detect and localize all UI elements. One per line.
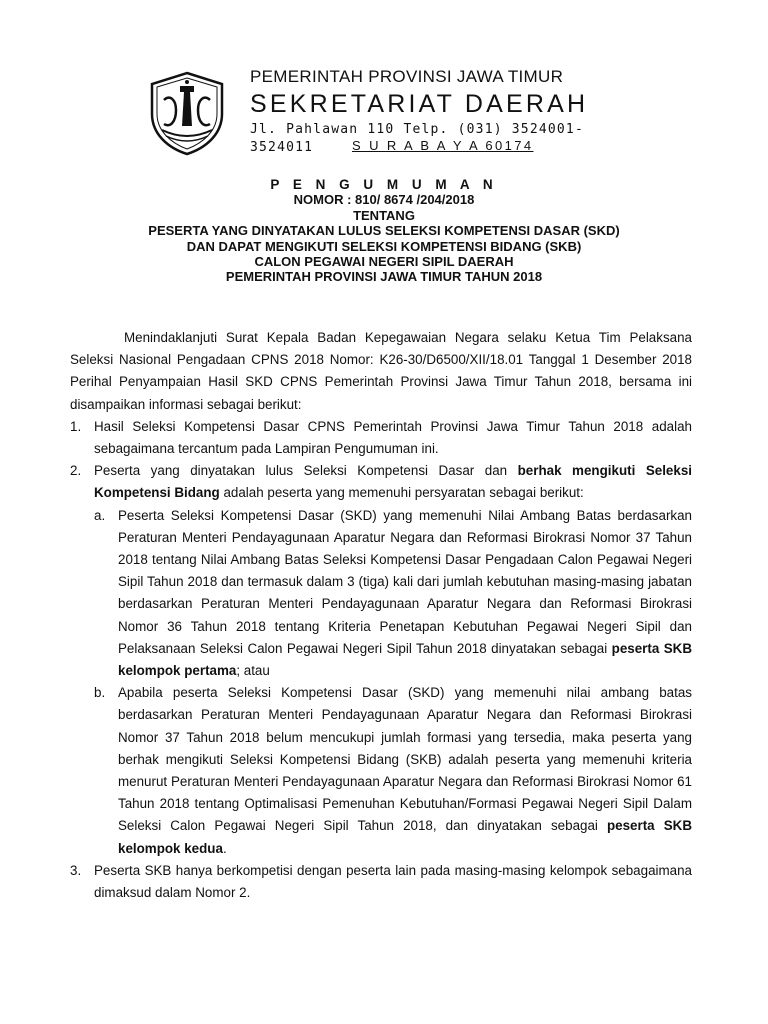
letterhead-office: SEKRETARIAT DAERAH [250, 90, 589, 118]
list-item-number: 3. [70, 862, 82, 878]
list-item-emphasis: berhak mengikuti Seleksi Kompetensi Bidang [94, 463, 692, 501]
sub-list-item-text: Peserta Seleksi Kompetensi Dasar (SKD) yang memenuhi Nilai Ambang Batas berdasarkan Peraturan Menteri Pendayagunaan Aparatur Negara dan Reformasi Birokrasi Nomor 37 Tahun 2018 tentang Nilai Ambang Batas Seleksi Kompetensi Dasar Pengadaan Calon Pegawai Negeri Sipil Tahun 2018 dan termasuk dalam 3 (tiga) kali dari jumlah kebutuhan masing-masing jabatan berdasarkan Peraturan Menteri Pendayagunaan Aparatur Negara dan Reformasi Birokrasi Nomor 36 Tahun 2018 tentang Kriteria Penetapan Kebutuhan Pegawai Negeri Sipil dan Pelaksanaan Seleksi Calon Pegawai Negeri Sipil Tahun 2018 dinyatakan sebagai [118, 507, 692, 656]
list-item-text: Peserta yang dinyatakan lulus Seleksi Kompetensi Dasar dan [94, 463, 518, 479]
sub-list-item [94, 505, 692, 683]
list-item [70, 860, 692, 904]
sub-list-item [94, 682, 692, 860]
intro-paragraph: Menindaklanjuti Surat Kepala Badan Kepegawaian Negara selaku Ketua Tim Pelaksana Seleksi Nasional Pengadaan CPNS 2018 Nomor: K26-30/D6500/XII/18.01 Tanggal 1 Desember 2018 Perihal Penyampaian Hasil SKD CPNS Pemerintah Provinsi Jawa Timur Tahun 2018, bersama ini disampaikan informasi sebagai berikut: [70, 330, 692, 412]
sub-list-item-text: Apabila peserta Seleksi Kompetensi Dasar (SKD) yang memenuhi nilai ambang batas berdasarkan Peraturan Menteri Pendayagunaan Aparatur Negara dan Reformasi Birokrasi Nomor 37 Tahun 2018 belum mencukupi jumlah formasi yang tersedia, maka peserta yang berhak mengikuti Seleksi Kompetensi Bidang (SKB) adalah peserta yang memenuhi kriteria menurut Peraturan Menteri Pendayagunaan Aparatur Negara dan Reformasi Birokrasi Nomor 61 Tahun 2018 tentang Optimalisasi Pemenuhan Kebutuhan/Formasi Pegawai Negeri Sipil Dalam Seleksi Calon Pegawai Negeri Sipil Tahun 2018, dan dinyatakan sebagai [118, 685, 692, 834]
letterhead [250, 66, 610, 157]
list-item-number: 1. [70, 418, 82, 434]
announcement-subject-line-2: DAN DAPAT MENGIKUTI SELEKSI KOMPETENSI BIDANG (SKB) [186, 238, 582, 254]
announcement-subject-line-1: PESERTA YANG DINYATAKAN LULUS SELEKSI KOMPETENSI DASAR (SKD) [148, 223, 620, 239]
sub-list-item-text-end: ; atau [236, 663, 270, 679]
list-item [70, 416, 692, 460]
letterhead-city: S U R A B A Y A 60174 [352, 138, 534, 153]
sub-list-item-emphasis: peserta SKB kelompok kedua [118, 818, 692, 856]
list-item [70, 460, 692, 504]
list-item-text: Peserta SKB hanya berkompetisi dengan peserta lain pada masing-masing kelompok sebagaimana dimaksud dalam Nomor 2. [94, 862, 692, 901]
sub-list-item-letter: b. [94, 685, 106, 701]
sub-list-item-emphasis: peserta SKB kelompok pertama [118, 640, 692, 679]
announcement-subject-line-3: CALON PEGAWAI NEGERI SIPIL DAERAH [254, 254, 514, 270]
east-java-coat-of-arms-icon [144, 70, 230, 156]
list-item-number: 2. [70, 463, 82, 479]
list-item-text-end: adalah peserta yang memenuhi persyaratan sebagai berikut: [219, 485, 584, 501]
announcement-number: NOMOR : 810/ 8674 /204/2018 [293, 192, 475, 208]
announcement-body [70, 327, 692, 904]
announcement-tentang: TENTANG [353, 207, 415, 223]
letterhead-address: Jl. Pahlawan 110 Telp. (031) 3524001-3524011 [250, 122, 584, 155]
sub-list-item-letter: a. [94, 507, 106, 523]
announcement-title: P E N G U M U M A N [270, 177, 498, 192]
announcement-subject-line-4: PEMERINTAH PROVINSI JAWA TIMUR TAHUN 2018 [225, 269, 543, 285]
announcement-header [0, 177, 768, 285]
sub-list-item-text-end: . [222, 840, 227, 856]
list-item-text: Hasil Seleksi Kompetensi Dasar CPNS Pemerintah Provinsi Jawa Timur Tahun 2018 adalah sebagaimana tercantum pada Lampiran Pengumuman ini. [94, 418, 692, 457]
letterhead-government: PEMERINTAH PROVINSI JAWA TIMUR [250, 67, 564, 86]
